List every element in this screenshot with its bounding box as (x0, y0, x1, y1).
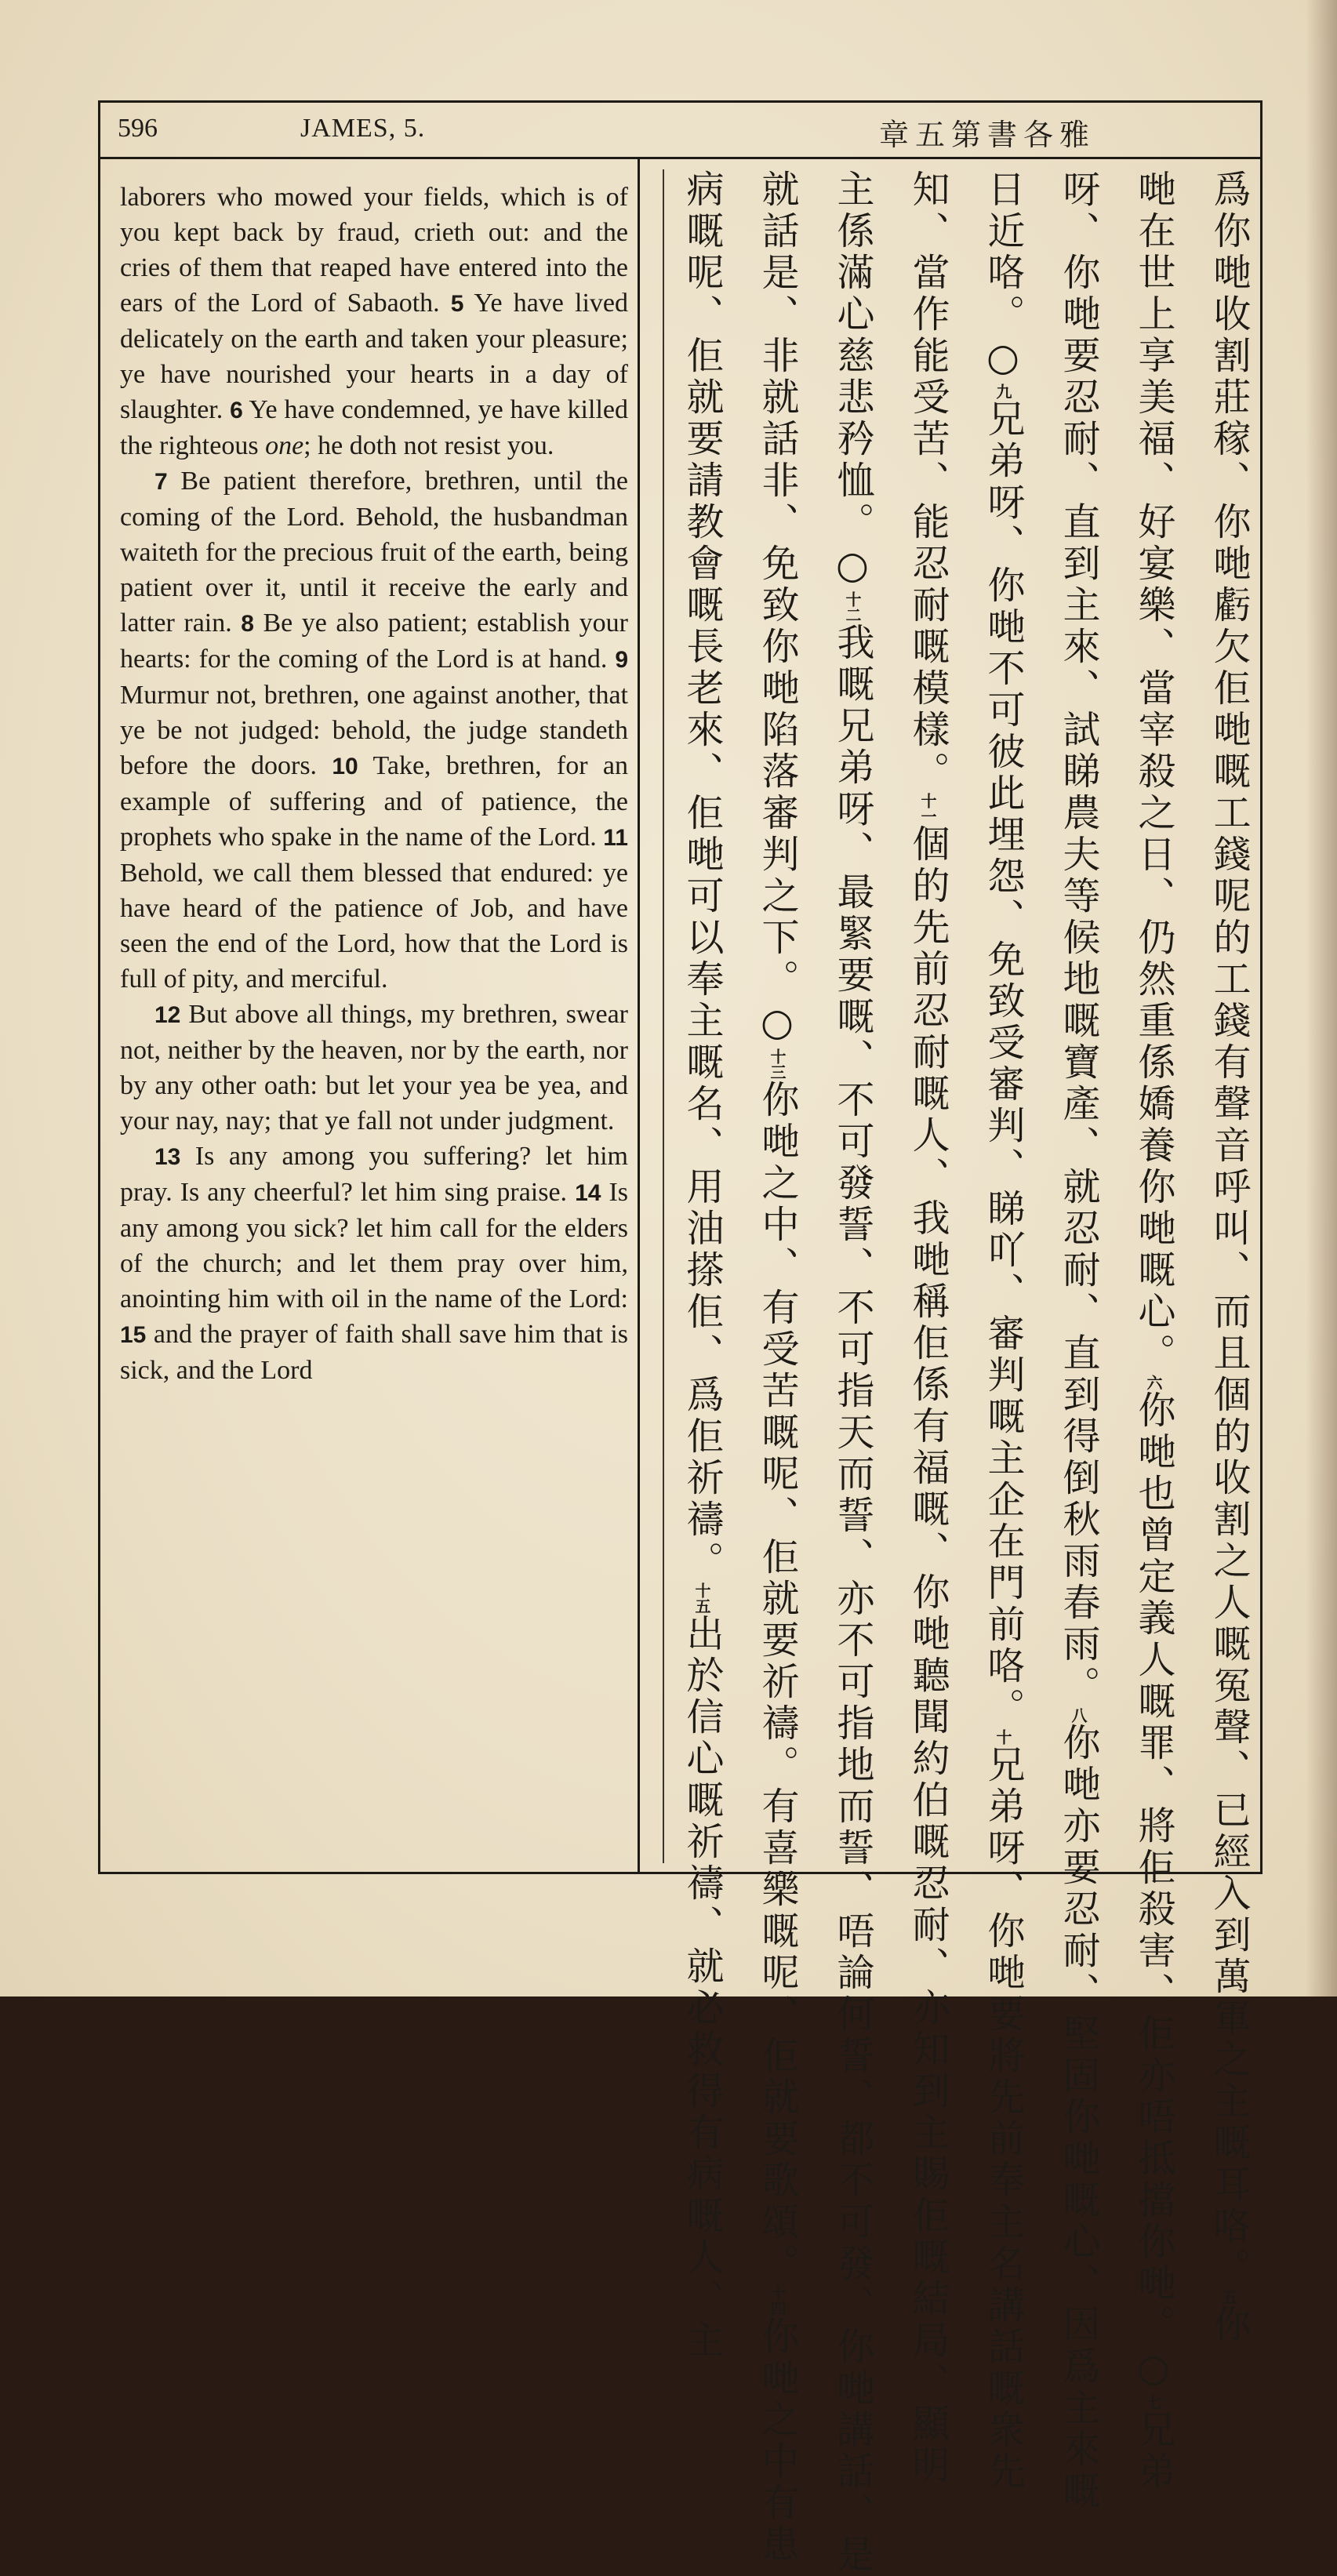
page-frame (98, 100, 1263, 2576)
chinese-column (824, 169, 881, 2576)
verse-number: 12 (154, 1002, 181, 1028)
chinese-verse-text: 兄弟 (1132, 2410, 1175, 2493)
chinese-verse-text: 我嘅兄弟呀、最緊要嘅、不可發誓、不可指天而誓、亦不可指地而誓、唔論何誓、都不可發、你哋講話、是 (830, 623, 874, 2576)
chinese-verse-text: 知、當作能受苦、能忍耐嘅模樣。 (906, 169, 950, 793)
chinese-verse-number: 十一 (918, 793, 937, 824)
verse-text: Ye have condemned, ye have killed the righteous (120, 395, 628, 460)
chinese-verse-number: 十五 (692, 1582, 711, 1614)
page-header (100, 103, 1260, 159)
spine-shadow (1306, 0, 1337, 1996)
verse-text: Ye have lived delicately on the earth and taken your pleasure; ye have nourished your hearts in a day of slaughter. (120, 289, 628, 424)
chinese-verse-text: 病嘅呢、佢就要請教會嘅長老來、佢哋可以奉主嘅名、用油搽佢、爲佢祈禱。 (680, 169, 724, 1582)
verse-number: 10 (332, 754, 358, 779)
chinese-column (899, 169, 956, 2487)
verse-text: Take, brethren, for an example of suffering and of patience, the prophets who spake in the name of the Lord. (120, 751, 628, 852)
chinese-verse-number: 五 (1219, 2289, 1238, 2305)
chinese-verse-text: 兄弟呀、你哋要將先前奉主名講話嘅衆先 (981, 1745, 1025, 2493)
chinese-column (975, 169, 1031, 2493)
chinese-verse-number: 十二 (843, 591, 862, 623)
chinese-verse-number: 十 (994, 1729, 1012, 1745)
verse-text: laborers who mowed your fields, which is of you kept back by fraud, crieth out: and the cries of them that reaped have entered into the ears of the Lord of Sabaoth. (120, 183, 628, 318)
chinese-verse-text: 你哋也曾定義人嘅罪、將佢殺害、佢亦唔抵擋你哋。○ (1132, 1390, 1175, 2394)
english-paragraph (120, 463, 628, 997)
verse-number: 13 (154, 1144, 181, 1170)
verse-text: But above all things, my brethren, swear not, neither by the heaven, nor by the earth, nor by any other oath: but let your yea be yea, and your nay, nay; that ye fall not under judgment. (120, 1000, 628, 1135)
english-paragraph (120, 180, 628, 463)
chinese-text-column (649, 169, 1257, 2576)
italic-word: one (265, 431, 304, 460)
verse-number: 8 (241, 611, 254, 637)
chinese-column (674, 169, 730, 2362)
chinese-verse-text: 兄弟呀、你哋不可彼此埋怨、免致受審判、睇吖、審判嘅主企在門前咯。 (981, 399, 1025, 1729)
verse-text: ; he doth not resist you. (303, 431, 554, 460)
verse-number: 14 (575, 1180, 601, 1206)
chinese-column (1125, 169, 1182, 2493)
chinese-verse-number: 十三 (768, 1048, 787, 1080)
chinese-verse-number: 六 (1144, 1375, 1163, 1390)
verse-text: and the prayer of faith shall save him that is sick, and the Lord (120, 1320, 628, 1385)
chinese-verse-text: 呀、你哋要忍耐、直到主來、試睇農夫等候地嘅寶產、就忍耐、直到得倒秋雨春雨。 (1056, 169, 1100, 1707)
chinese-verse-number: 七 (1144, 2394, 1163, 2410)
chinese-verse-number: 十四 (768, 2285, 787, 2316)
chinese-verse-number: 八 (1069, 1707, 1088, 1723)
chinese-verse-text: 你哋亦要忍耐、堅固你哋嘅心、因爲主來嘅 (1056, 1723, 1100, 2512)
chinese-running-head: 章五第書各雅 (878, 118, 1095, 152)
verse-text: Is any among you suffering? let him pray. Is any cheerful? let him sing praise. (120, 1142, 628, 1207)
chinese-verse-text: 你哋之中有患 (755, 2316, 799, 2566)
page-number: 596 (118, 114, 158, 143)
verse-number: 15 (120, 1322, 147, 1348)
english-text-column (120, 180, 628, 1388)
verse-text: Behold, we call them blessed that endured: ye have heard of the patience of Job, and have seen the end of the Lord, how that the Lord is full of pity, and merciful. (120, 859, 628, 994)
chinese-verse-text: 主係滿心慈悲矜恤。○ (830, 169, 874, 591)
chinese-column (1050, 169, 1106, 2512)
verse-number: 6 (230, 398, 243, 423)
running-head: JAMES, 5. (300, 114, 426, 143)
verse-number: 7 (154, 469, 168, 495)
verse-text: Be patient therefore, brethren, until the coming of the Lord. Behold, the husbandman waiteth for the precious fruit of the earth, being patient over it, until it receive the early and latter rain. (120, 467, 628, 638)
verse-text: Be ye also patient; establish your hearts: for the coming of the Lord is at hand. (120, 609, 629, 674)
chinese-column-rule (663, 169, 664, 1863)
verse-number: 11 (603, 825, 628, 851)
english-paragraph (120, 997, 628, 1139)
chinese-verse-number: 九 (994, 383, 1012, 399)
chinese-verse-text: 個的先前忍耐嘅人、我哋稱佢係有福嘅、你哋聽聞約伯嘅忍耐、亦知到主賜佢嘅結局、顯明 (906, 824, 950, 2487)
verse-number: 9 (615, 647, 628, 673)
chinese-verse-text: 你哋之中、有受苦嘅呢、佢就要祈禱。有喜樂嘅呢、佢就要歌頌。 (755, 1080, 799, 2285)
chinese-verse-text: 爲你哋收割莊稼、你哋虧欠佢哋嘅工錢呢的工錢有聲音呼叫、而且個的收割之人嘅冤聲、已經入到萬軍之主嘅耳咯。 (1207, 169, 1251, 2289)
chinese-verse-text: 你 (1207, 2305, 1251, 2346)
chinese-verse-text: 日近咯。○ (981, 169, 1025, 383)
chinese-verse-text: 哋在世上享美福、好宴樂、當宰殺之日、仍然重係嬌養你哋嘅心。 (1132, 169, 1175, 1375)
column-divider (638, 159, 640, 1874)
chinese-column (1201, 169, 1257, 2346)
verse-text: Is any among you sick? let him call for the elders of the church; and let them pray over him, anointing him with oil in the name of the Lord: (120, 1178, 628, 1313)
english-paragraph (120, 1139, 628, 1388)
chinese-verse-text: 出於信心嘅祈禱、就必救得有病嘅人、主 (680, 1614, 724, 2362)
chinese-column (749, 169, 805, 2566)
chinese-verse-text: 就話是、非就話非、免致你哋陷落審判之下。○ (755, 169, 799, 1048)
verse-number: 5 (450, 291, 464, 317)
verse-text: Murmur not, brethren, one against another, that ye be not judged: behold, the judge standeth before the doors. (120, 681, 628, 780)
